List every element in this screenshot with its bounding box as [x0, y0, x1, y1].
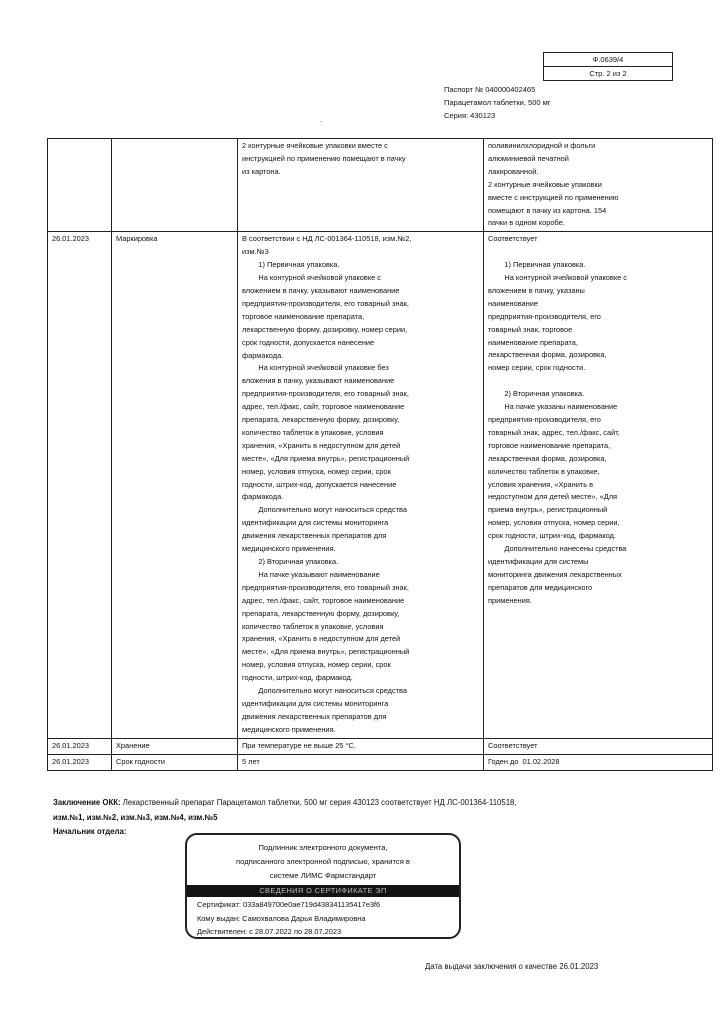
requirement-line: предприятия-производителя, его товарный знак, [242, 298, 409, 308]
requirement-line: идентификации для системы мониторинга [242, 518, 389, 528]
cell-requirement [238, 754, 484, 770]
requirement-line: изм.№3 [242, 247, 269, 257]
certificate-validity: Действителен: с 28.07.2022 по 28.07.2023 [197, 927, 342, 936]
page-number: Стр. 2 из 2 [544, 66, 672, 80]
requirement-line: хранения, «Хранить в недоступном для детей [242, 634, 401, 644]
table-row [48, 139, 713, 232]
requirement-line: 1) Первичная упаковка. [242, 260, 340, 270]
requirement-line: 2) Вторичная упаковка. [242, 557, 339, 566]
cell-result [484, 754, 713, 770]
result-line [488, 375, 708, 388]
issue-date: Дата выдачи заключения о качестве 26.01.2023 [425, 962, 599, 971]
result-line: применения. [488, 595, 532, 605]
result-line: идентификации для системы [488, 556, 589, 566]
result-line: номер серии, срок годности. [488, 363, 586, 373]
form-code-box [543, 52, 673, 81]
results-table [47, 138, 713, 771]
requirement-line: месте», «Для приема внутрь», регистрационный [242, 453, 410, 463]
head-of-department: Начальник отдела: [53, 827, 127, 836]
cell-date: 26.01.2023 [48, 754, 112, 770]
series-number: Серия: 430123 [444, 111, 496, 120]
requirement-line: На контурной ячейковой упаковке без [242, 363, 389, 373]
requirement-line: фармакода. [242, 492, 284, 502]
conclusion-label: Заключение ОКК: [53, 798, 121, 807]
requirement-line: препарата, лекарственную форму, дозировку, [242, 415, 400, 425]
requirement-line: из картона. [242, 166, 281, 176]
result-line: лакированной. [488, 166, 539, 176]
cell-requirement [238, 738, 484, 754]
requirement-line: адрес, тел./факс, сайт, торговое наименование [242, 402, 405, 412]
conclusion-line [53, 795, 663, 811]
passport-number: Паспорт № 040000402465 [444, 85, 536, 94]
result-line: мониторинга движения лекарственных [488, 569, 622, 579]
requirement-line: вложением в пачку, указывают наименование [242, 285, 400, 295]
result-line: алюминиевой печатной [488, 153, 569, 163]
result-line: приема внутрь», регистрационный [488, 505, 608, 515]
result-line: пачки в одном коробе. [488, 218, 565, 228]
requirement-line: движения лекарственных препаратов для [242, 531, 387, 541]
requirement-line: инструкцией по применению помещают в пачку [242, 153, 406, 163]
result-line: помещают в пачку из картона. 154 [488, 205, 607, 215]
requirement-line: торговое наименование препарата, [242, 311, 365, 321]
requirement-line: месте», «Для приема внутрь», регистрационный [242, 647, 410, 657]
result-line: Дополнительно нанесены средства [488, 544, 627, 554]
result-line: номер, условия отпуска, номер серии, [488, 518, 620, 528]
stray-mark: . [320, 117, 322, 124]
requirement-line: При температуре не выше 25 °С. [242, 740, 356, 750]
result-line: товарный знак, торговое [488, 324, 573, 334]
result-line: Годен до 01.02.2028 [488, 756, 560, 766]
result-line: Соответствует [488, 234, 538, 244]
certificate-banner: СВЕДЕНИЯ О СЕРТИФИКАТЕ ЭП [187, 885, 459, 897]
passport-block [444, 83, 551, 122]
result-line: наименование препарата, [488, 337, 578, 347]
cell-result [484, 232, 713, 738]
cell-indicator [112, 139, 238, 232]
requirement-line: 5 лет [242, 756, 260, 766]
certificate-owner: Кому выдан: Самохвалова Дарья Владимировна [197, 913, 366, 923]
cell-date [48, 139, 112, 232]
result-line: 1) Первичная упаковка. [488, 260, 586, 270]
result-line: препаратов для медицинского [488, 582, 593, 592]
conclusion-amendments: изм.№1, изм.№2, изм.№3, изм.№4, изм.№5 [53, 813, 218, 822]
conclusion-text: Лекарственный препарат Парацетамол таблетки, 500 мг серия 430123 соответствует НД ЛС-001364-110518, [120, 798, 517, 807]
requirement-line: годности, штрих-код, допускается нанесение [242, 479, 397, 489]
result-line: лекарственная форма, дозировка, [488, 453, 607, 463]
requirement-line: номер, условия отпуска, номер серии, срок [242, 466, 391, 476]
requirement-line: годности, штрих-код, фармакод. [242, 673, 353, 683]
result-line: Соответствует [488, 740, 538, 750]
requirement-line: вложения в пачку, указывают наименование [242, 376, 395, 386]
cell-requirement [238, 232, 484, 738]
requirement-line: На пачке указывают наименование [242, 569, 380, 579]
result-line: наименование [488, 298, 538, 308]
result-line: вложением в пачку, указаны [488, 285, 585, 295]
result-line: вместе с инструкцией по применению [488, 192, 619, 202]
requirement-line: предприятия-производителя, его товарный знак, [242, 389, 409, 399]
stamp-line-1: Подлинник электронного документа, [258, 843, 388, 852]
result-line: торговое наименование препарата, [488, 440, 611, 450]
requirement-line: медицинского применения. [242, 724, 336, 734]
result-line: поливинилхлоридной и фольги [488, 141, 596, 150]
requirement-line: хранения, «Хранить в недоступном для детей [242, 440, 401, 450]
result-line: На контурной ячейковой упаковке с [488, 273, 627, 283]
requirement-line: На контурной ячейковой упаковке с [242, 273, 381, 283]
result-line: 2) Вторичная упаковка. [488, 389, 585, 399]
requirement-line: движения лекарственных препаратов для [242, 711, 387, 721]
table-row [48, 754, 713, 770]
certificate-id: Сертификат: 033a849700e0ae719d438341135417e3f6 [197, 900, 381, 909]
form-code: Ф.0639/4 [592, 55, 624, 64]
requirement-line: лекарственную форму, дозировку, номер серии, [242, 324, 408, 334]
requirement-line: 2 контурные ячейковые упаковки вместе с [242, 141, 388, 150]
result-line: товарный знак, адрес, тел./факс, сайт, [488, 427, 620, 437]
result-line [488, 246, 708, 259]
result-line: количество таблеток в упаковке, [488, 466, 600, 476]
result-line: На пачке указаны наименование [488, 402, 618, 412]
table-row [48, 738, 713, 754]
requirement-line: идентификации для системы мониторинга [242, 698, 389, 708]
result-line: 2 контурные ячейковые упаковки [488, 179, 602, 189]
requirement-line: Дополнительно могут наноситься средства [242, 505, 407, 515]
product-name: Парацетамол таблетки, 500 мг [444, 98, 551, 107]
cell-indicator: Срок годности [112, 754, 238, 770]
requirement-line: количество таблеток в упаковке, условия [242, 427, 384, 437]
table-row [48, 232, 713, 738]
cell-indicator: Маркировка [112, 232, 238, 738]
electronic-signature-stamp [185, 833, 461, 939]
cell-date: 26.01.2023 [48, 232, 112, 738]
requirement-line: срок годности, допускается нанесение [242, 337, 375, 347]
requirement-line: препарата, лекарственную форму, дозировку, [242, 608, 400, 618]
cell-result [484, 139, 713, 232]
result-line: предприятия-производителя, его [488, 415, 601, 424]
requirement-line: адрес, тел./факс, сайт, торговое наименование [242, 595, 405, 605]
result-line: предприятия-производителя, его [488, 311, 601, 321]
cell-requirement [238, 139, 484, 232]
result-line: лекарственная форма, дозировка, [488, 350, 607, 360]
requirement-line: В соответствии с НД ЛС-001364-110518, изм.№2, [242, 234, 412, 244]
cell-indicator: Хранение [112, 738, 238, 754]
requirement-line: медицинского применения. [242, 544, 336, 554]
cell-date: 26.01.2023 [48, 738, 112, 754]
stamp-line-3: системе ЛИМС Фармстандарт [269, 871, 377, 880]
requirement-line: предприятия-производителя, его товарный знак, [242, 582, 409, 592]
result-line: срок годности, штрих-код, фармакод. [488, 531, 617, 541]
requirement-line: фармакода. [242, 350, 284, 360]
stamp-line-2: подписанного электронной подписью, хранится в [236, 857, 410, 866]
result-line: недоступном для детей месте», «Для [488, 492, 618, 502]
cell-result [484, 738, 713, 754]
requirement-line: количество таблеток в упаковке, условия [242, 621, 384, 631]
requirement-line: номер, условия отпуска, номер серии, срок [242, 660, 391, 670]
requirement-line: Дополнительно могут наноситься средства [242, 686, 407, 696]
result-line: условия хранения, «Хранить в [488, 479, 594, 489]
